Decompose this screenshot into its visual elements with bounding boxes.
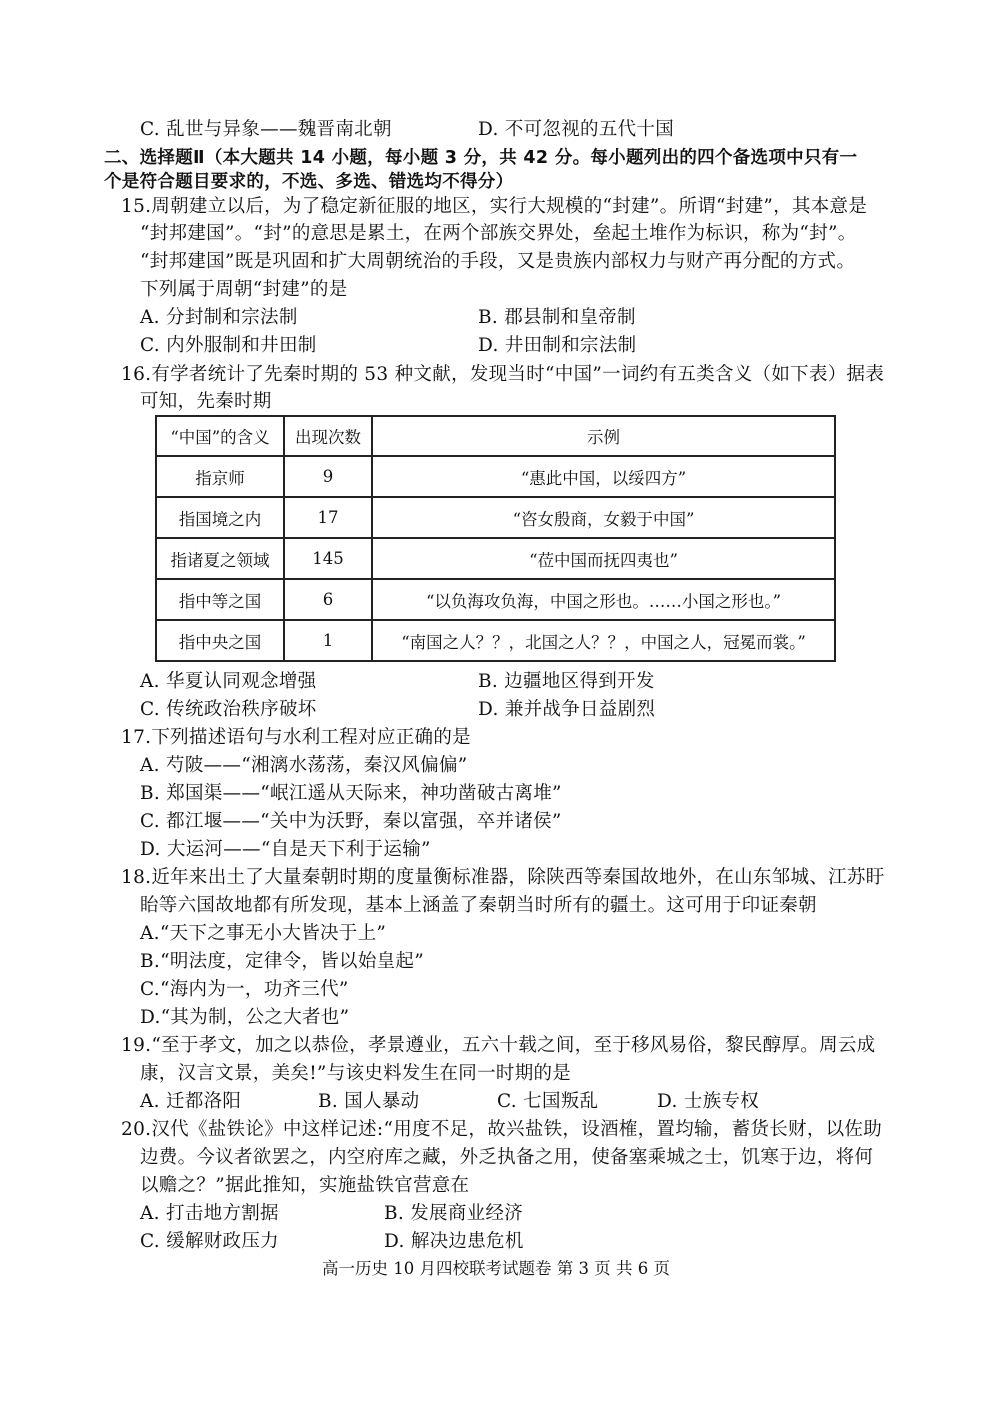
q15-stem-line2: “封邦建国”。“封”的意思是累土，在两个部族交界处，垒起土堆作为标识，称为“封”。 — [140, 223, 857, 244]
table-cell-count: 9 — [284, 456, 372, 497]
q18-option-d: D.“其为制，公之大者也” — [140, 1007, 350, 1028]
table-cell-example: “南国之人？？，北国之人？？，中国之人，冠冕而裳。” — [372, 620, 835, 661]
q17-option-d: D. 大运河——“自是天下利于运输” — [140, 839, 431, 860]
q20-stem-line3: 以赡之？”据此推知，实施盐铁官营意在 — [140, 1175, 470, 1196]
q17-option-a: A. 芍陂——“湘漓水荡荡，秦汉风偏偏” — [140, 755, 468, 776]
table-cell-example: “惠此中国，以绥四方” — [372, 456, 835, 497]
q19-option-b: B. 国人暴动 — [318, 1091, 420, 1112]
q20-option-d: D. 解决边患危机 — [384, 1231, 524, 1252]
table-row — [156, 579, 835, 620]
q18-option-c: C.“海内为一，功齐三代” — [140, 979, 349, 1000]
q20-option-a: A. 打击地方割据 — [140, 1203, 279, 1224]
table-cell-count: 1 — [284, 620, 372, 661]
q15-stem-line3: “封邦建国”既是巩固和扩大周朝统治的手段，又是贵族内部权力与财产再分配的方式。 — [140, 251, 856, 272]
q16-stem-line2: 可知，先秦时期 — [140, 391, 272, 412]
table-cell-example: “咨女殷商，女毅于中国” — [372, 497, 835, 538]
meaning-table — [155, 415, 836, 662]
q19-option-a: A. 迁都洛阳 — [140, 1091, 242, 1112]
q19-option-d: D. 士族专权 — [657, 1091, 760, 1112]
q16-stem-line1: 16.有学者统计了先秦时期的 53 种文献，发现当时“中国”一词约有五类含义（如下表）据表 — [121, 364, 885, 385]
q20-option-c: C. 缓解财政压力 — [140, 1231, 279, 1252]
table-row — [156, 620, 835, 661]
q15-option-d: D. 井田制和宗法制 — [478, 335, 637, 356]
table-cell-meaning: 指诸夏之领域 — [156, 538, 284, 579]
table-row — [156, 456, 835, 497]
q20-stem-line2: 边费。今议者欲罢之，内空府库之藏，外乏执备之用，使备塞乘城之士，饥寒于边，将何 — [140, 1147, 874, 1168]
option-d-prev: D. 不可忽视的五代十国 — [478, 119, 675, 140]
table-header-cell: 示例 — [372, 416, 835, 456]
table-cell-example: “莅中国而抚四夷也” — [372, 538, 835, 579]
option-c-prev: C. 乱世与异象——魏晋南北朝 — [140, 119, 392, 140]
q16-option-c: C. 传统政治秩序破坏 — [140, 699, 317, 720]
table-cell-meaning: 指国境之内 — [156, 497, 284, 538]
q17-option-b: B. 郑国渠——“岷江遥从天际来，神功凿破古离堆” — [140, 783, 562, 804]
table-row — [156, 497, 835, 538]
table-cell-count: 145 — [284, 538, 372, 579]
q18-option-b: B.“明法度，定律令，皆以始皇起” — [140, 951, 424, 972]
q15-option-a: A. 分封制和宗法制 — [140, 307, 298, 328]
table-row — [156, 538, 835, 579]
table-cell-meaning: 指中等之国 — [156, 579, 284, 620]
q15-stem-line1: 15.周朝建立以后，为了稳定新征服的地区，实行大规模的“封建”。所谓“封建”，其本意是 — [121, 196, 868, 217]
table-cell-example: “以负海攻负海，中国之形也。……小国之形也。” — [372, 579, 835, 620]
q18-stem-line2: 眙等六国故地都有所发现，基本上涵盖了秦朝当时所有的疆土。这可用于印证秦朝 — [140, 895, 817, 916]
page-footer: 高一历史 10 月四校联考试题卷 第 3 页 共 6 页 — [322, 1259, 670, 1278]
q16-option-b: B. 边疆地区得到开发 — [478, 671, 655, 692]
table-header-cell: “中国”的含义 — [156, 416, 284, 456]
q19-option-c: C. 七国叛乱 — [497, 1091, 599, 1112]
table-cell-count: 6 — [284, 579, 372, 620]
q16-option-d: D. 兼并战争日益剧烈 — [478, 699, 656, 720]
table-header-row — [156, 416, 835, 456]
q16-option-a: A. 华夏认同观念增强 — [140, 671, 317, 692]
q15-option-b: B. 郡县制和皇帝制 — [478, 307, 636, 328]
q15-option-c: C. 内外服制和井田制 — [140, 335, 317, 356]
section-heading-line1: 二、选择题Ⅱ（本大题共 14 小题，每小题 3 分，共 42 分。每小题列出的四个备选项中只有一 — [104, 148, 858, 168]
q20-option-b: B. 发展商业经济 — [384, 1203, 524, 1224]
q19-stem-line2: 康，汉言文景，美矣!”与该史料发生在同一时期的是 — [140, 1063, 572, 1084]
q19-stem-line1: 19.“至于孝文，加之以恭俭，孝景遵业，五六十载之间，至于移风易俗，黎民醇厚。周云成 — [121, 1035, 876, 1056]
q15-stem-line4: 下列属于周朝“封建”的是 — [140, 279, 348, 300]
table-cell-meaning: 指中央之国 — [156, 620, 284, 661]
section-heading-line2: 个是符合题目要求的，不选、多选、错选均不得分） — [104, 172, 514, 192]
q18-stem-line1: 18.近年来出土了大量秦朝时期的度量衡标准器，除陕西等秦国故地外，在山东邹城、江苏盱 — [121, 867, 885, 888]
table-cell-count: 17 — [284, 497, 372, 538]
table-cell-meaning: 指京师 — [156, 456, 284, 497]
q20-stem-line1: 20.汉代《盐铁论》中这样记述:“用度不足，故兴盐铁，设酒榷，置均输，蓄货长财，以佐助 — [121, 1119, 883, 1140]
table-header-cell: 出现次数 — [284, 416, 372, 456]
q18-option-a: A.“天下之事无小大皆决于上” — [140, 923, 387, 944]
q17-stem: 17.下列描述语句与水利工程对应正确的是 — [121, 727, 471, 748]
q17-option-c: C. 都江堰——“关中为沃野，秦以富强，卒并诸侯” — [140, 811, 562, 832]
